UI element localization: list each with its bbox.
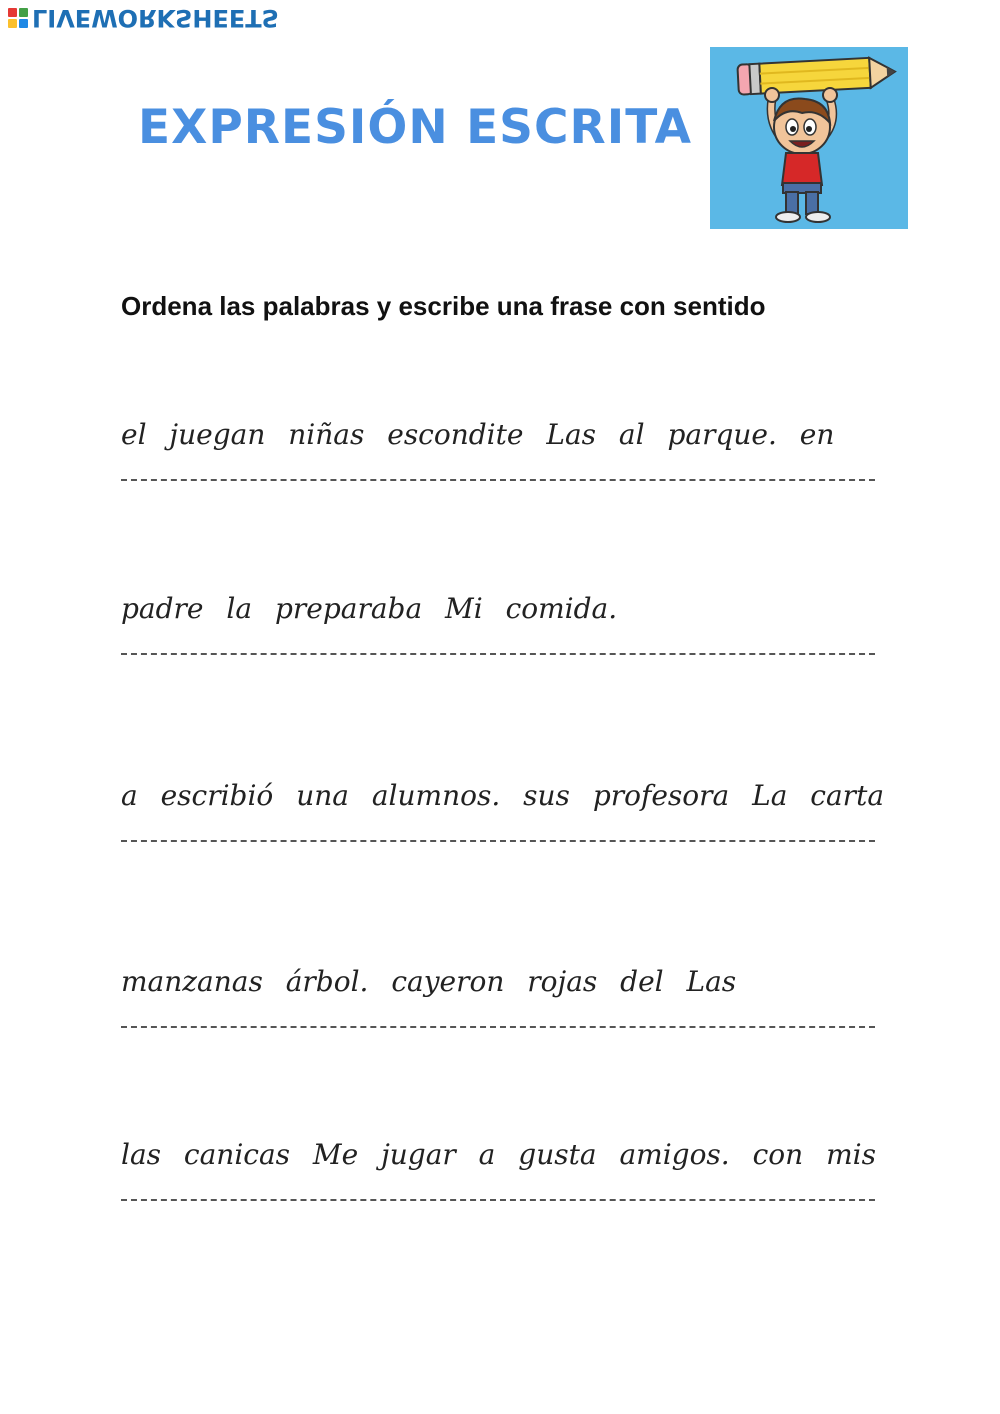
logo-blocks-icon [8, 8, 28, 28]
answer-line[interactable] [121, 1199, 875, 1201]
scrambled-words: las canicas Me jugar a gusta amigos. con mis [121, 1138, 876, 1171]
exercise-4 [121, 965, 875, 1028]
answer-line[interactable] [121, 479, 875, 481]
liveworksheets-logo [8, 4, 279, 32]
scrambled-words: padre la preparaba Mi comida. [121, 592, 618, 625]
exercise-1 [121, 418, 875, 481]
exercise-5 [121, 1138, 875, 1201]
scrambled-words: a escribió una alumnos. sus profesora La carta [121, 779, 885, 812]
exercise-3 [121, 779, 885, 842]
scrambled-words: manzanas árbol. cayeron rojas del Las [121, 965, 737, 998]
scrambled-words: el juegan niñas escondite Las al parque. en [121, 418, 835, 451]
boy-with-pencil-illustration [710, 47, 908, 229]
exercise-2 [121, 592, 875, 655]
instruction-text: Ordena las palabras y escribe una frase con sentido [121, 291, 766, 321]
boy-pencil-icon [710, 47, 908, 229]
page-title: EXPRESIÓN ESCRITA [138, 100, 692, 155]
answer-line[interactable] [121, 840, 875, 842]
answer-line[interactable] [121, 1026, 875, 1028]
answer-line[interactable] [121, 653, 875, 655]
logo-text: LIVEWORKSHEETS [32, 4, 279, 32]
